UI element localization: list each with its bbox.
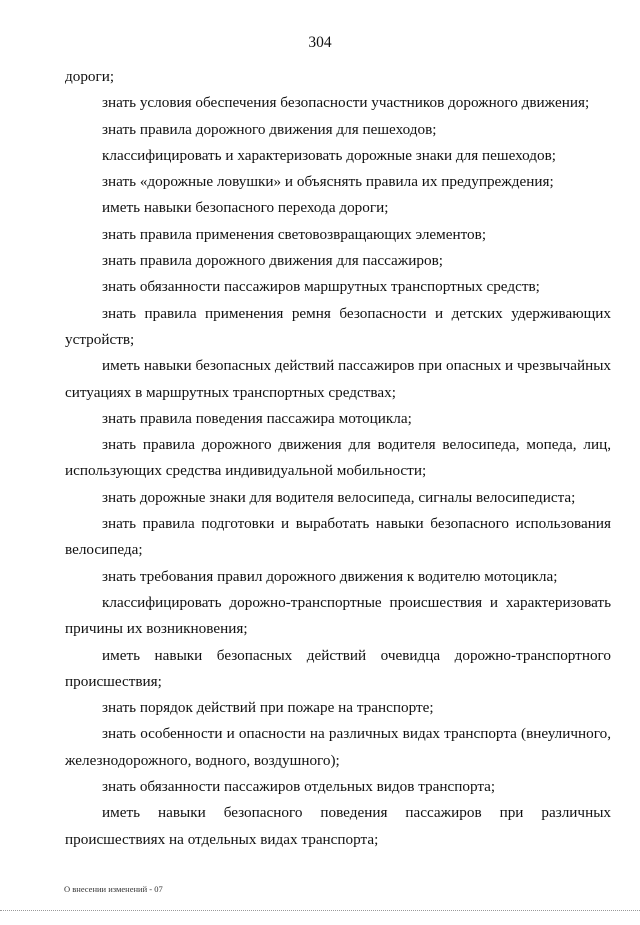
list-item: иметь навыки безопасного перехода дороги; [102, 199, 389, 217]
page-number: 304 [308, 34, 332, 51]
list-item: знать особенности и опасности на различных видах транспорта (внеуличного, железнодорожного, водного, воздушного); [65, 725, 611, 769]
list-item: знать условия обеспечения безопасности участников дорожного движения; [102, 94, 590, 112]
scan-edge-divider [0, 910, 640, 911]
list-item: знать дорожные знаки для водителя велосипеда, сигналы велосипедиста; [102, 488, 576, 506]
list-item: знать правила дорожного движения для пешеходов; [102, 120, 437, 138]
list-item: знать правила применения ремня безопасности и детских удерживающих устройств; [65, 304, 611, 348]
list-item: знать правила применения световозвращающих элементов; [102, 225, 487, 243]
list-item: иметь навыки безопасного поведения пассажиров при различных происшествиях на отдельных видах транспорта; [65, 804, 611, 848]
list-item: знать порядок действий при пожаре на транспорте; [102, 699, 434, 717]
list-item: знать обязанности пассажиров отдельных видов транспорта; [102, 778, 496, 796]
list-item: знать правила подготовки и выработать навыки безопасного использования велосипеда; [65, 515, 611, 559]
body-text [65, 64, 611, 853]
list-item: иметь навыки безопасных действий пассажиров при опасных и чрезвычайных ситуациях в маршрутных транспортных средствах; [65, 357, 611, 401]
list-item: знать требования правил дорожного движения к водителю мотоцикла; [102, 567, 558, 585]
list-item: знать правила поведения пассажира мотоцикла; [102, 409, 412, 427]
paragraph-continuation: дороги; [65, 68, 115, 85]
list-item: знать правила дорожного движения для водителя велосипеда, мопеда, лиц, использующих средства индивидуальной мобильности; [65, 436, 611, 480]
list-item: знать обязанности пассажиров маршрутных транспортных средств; [102, 278, 540, 296]
list-item: иметь навыки безопасных действий очевидца дорожно-транспортного происшествия; [65, 646, 611, 690]
list-item: знать «дорожные ловушки» и объяснять правила их предупреждения; [102, 173, 554, 191]
list-item: знать правила дорожного движения для пассажиров; [102, 252, 443, 270]
list-item: классифицировать дорожно-транспортные происшествия и характеризовать причины их возникновения; [65, 593, 611, 638]
list-item: классифицировать и характеризовать дорожные знаки для пешеходов; [102, 146, 556, 164]
footer-note: О внесении изменений - 07 [64, 884, 163, 894]
